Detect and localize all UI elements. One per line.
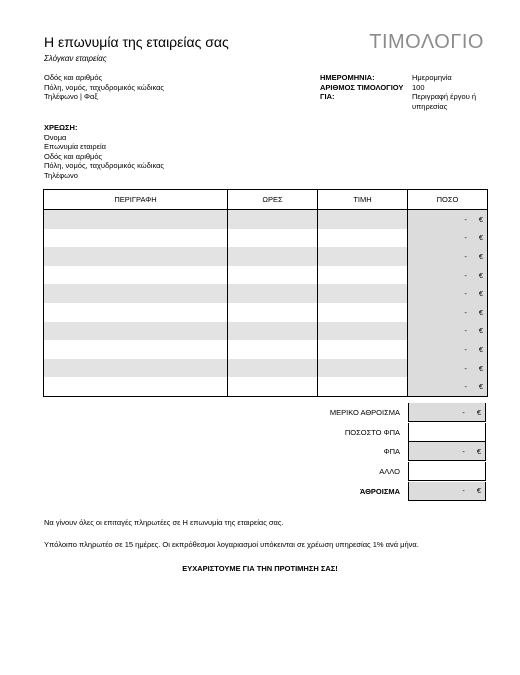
cell-amount: [408, 284, 488, 303]
thank-you-note: ΕΥΧΑΡΙΣΤΟΥΜΕ ΓΙΑ ΤΗΝ ΠΡΟΤΙΜΗΣΗ ΣΑΣ!: [182, 564, 338, 573]
amount-value: -: [464, 363, 467, 373]
cell-amount: [408, 266, 488, 285]
cell-desc[interactable]: [44, 284, 228, 303]
totals-row: [288, 442, 486, 462]
items-table: [43, 189, 488, 397]
for-value: [412, 92, 496, 111]
cell-amount: [408, 303, 488, 322]
amount-value: -: [464, 307, 467, 317]
currency-symbol: €: [478, 289, 483, 299]
cell-hours[interactable]: [228, 247, 318, 266]
currency-symbol: €: [476, 446, 481, 456]
currency-symbol: €: [478, 270, 483, 280]
totals-row: [288, 462, 486, 482]
bill-to-name: Όνομα: [44, 132, 67, 142]
cell-desc[interactable]: [44, 359, 228, 378]
header-hours: ΩΡΕΣ: [228, 190, 318, 210]
cell-rate[interactable]: [318, 303, 408, 322]
totals-block: [288, 403, 486, 501]
cell-amount: [408, 377, 488, 396]
for-label: ΓΙΑ:: [320, 92, 335, 101]
cell-rate[interactable]: [318, 377, 408, 396]
amount-value: -: [464, 270, 467, 280]
cell-desc[interactable]: [44, 303, 228, 322]
terms-note: Υπόλοιπο πληρωτέο σε 15 ημέρες. Οι εκπρόθεσμοι λογαριασμοί υπόκεινται σε χρέωση υπηρεσίας 1% ανά μήνα.: [44, 540, 419, 549]
cell-rate[interactable]: [318, 210, 408, 229]
cell-hours[interactable]: [228, 377, 318, 396]
amount-value: -: [464, 233, 467, 243]
table-row: [44, 284, 488, 303]
totals-label: ΆΘΡΟΙΣΜΑ: [359, 486, 400, 496]
cell-rate[interactable]: [318, 266, 408, 285]
cell-desc[interactable]: [44, 229, 228, 248]
cell-hours[interactable]: [228, 303, 318, 322]
cell-amount: [408, 210, 488, 229]
totals-row: [288, 423, 486, 443]
cell-hours[interactable]: [228, 284, 318, 303]
table-row: [44, 229, 488, 248]
sender-phone: Τηλέφωνο | Φαξ: [44, 92, 98, 101]
amount-value: -: [464, 214, 467, 224]
currency-symbol: €: [478, 382, 483, 392]
header-description: ΠΕΡΙΓΡΑΦΗ: [44, 190, 228, 210]
bill-to-label: ΧΡΕΩΣΗ:: [44, 123, 78, 132]
table-row: [44, 377, 488, 396]
currency-symbol: €: [478, 344, 483, 354]
cell-desc[interactable]: [44, 322, 228, 341]
currency-symbol: €: [478, 214, 483, 224]
table-row: [44, 303, 488, 322]
totals-amount: -: [462, 486, 465, 496]
invoice-meta: [320, 73, 496, 111]
invoice-title: ΤΙΜΟΛΟΓΙΟ: [369, 31, 484, 53]
date-label: ΗΜΕΡΟΜΗΝΙΑ:: [320, 73, 375, 82]
cell-desc[interactable]: [44, 266, 228, 285]
header-amount: ΠΟΣΟ: [408, 190, 488, 210]
bill-to-street: Οδός και αριθμός: [44, 151, 103, 161]
totals-label: ΦΠΑ: [383, 447, 400, 457]
totals-label: ΠΟΣΟΣΤΟ ΦΠΑ: [344, 427, 400, 437]
cell-amount: [408, 322, 488, 341]
totals-row: [288, 481, 486, 501]
currency-symbol: €: [478, 326, 483, 336]
cell-hours[interactable]: [228, 266, 318, 285]
cell-desc[interactable]: [44, 247, 228, 266]
table-row: [44, 247, 488, 266]
cell-hours[interactable]: [228, 322, 318, 341]
items-header-row: [44, 190, 488, 210]
cell-rate[interactable]: [318, 229, 408, 248]
table-row: [44, 340, 488, 359]
totals-amount: -: [462, 446, 465, 456]
currency-symbol: €: [478, 251, 483, 261]
cell-hours[interactable]: [228, 340, 318, 359]
cell-rate[interactable]: [318, 247, 408, 266]
invoice-number-label: ΑΡΙΘΜΟΣ ΤΙΜΟΛΟΓΙΟΥ: [320, 82, 404, 92]
totals-label: ΜΕΡΙΚΟ ΑΘΡΟΙΣΜΑ: [329, 408, 400, 418]
cell-rate[interactable]: [318, 359, 408, 378]
cell-rate[interactable]: [318, 322, 408, 341]
cell-desc[interactable]: [44, 340, 228, 359]
sender-city: Πόλη, νομός, ταχυδρομικός κώδικας: [44, 82, 165, 92]
header-rate: ΤΙΜΗ: [318, 190, 408, 210]
date-value: Ημερομηνία: [412, 73, 452, 82]
bill-to-city: Πόλη, νομός, ταχυδρομικός κώδικας: [44, 161, 165, 171]
invoice-number-value: 100: [412, 82, 425, 92]
sender-street: Οδός και αριθμός: [44, 73, 103, 82]
currency-symbol: €: [478, 363, 483, 373]
table-row: [44, 266, 488, 285]
company-slogan: Σλόγκαν εταιρείας: [44, 54, 107, 63]
payable-note: Να γίνουν όλες οι επιταγές πληρωτέες σε Η επωνυμία της εταιρείας σας.: [44, 518, 284, 527]
amount-value: -: [464, 251, 467, 261]
cell-desc[interactable]: [44, 210, 228, 229]
cell-hours[interactable]: [228, 210, 318, 229]
totals-value-box[interactable]: [408, 462, 486, 481]
cell-amount: [408, 229, 488, 248]
bill-to-company: Επωνυμία εταιρεία: [44, 142, 106, 152]
table-row: [44, 322, 488, 341]
cell-hours[interactable]: [228, 229, 318, 248]
cell-amount: [408, 340, 488, 359]
cell-rate[interactable]: [318, 340, 408, 359]
cell-rate[interactable]: [318, 284, 408, 303]
amount-value: -: [464, 344, 467, 354]
cell-desc[interactable]: [44, 377, 228, 396]
currency-symbol: €: [476, 486, 481, 496]
sender-address: [44, 73, 164, 102]
cell-amount: [408, 247, 488, 266]
totals-value-box: [408, 403, 486, 422]
table-row: [44, 359, 488, 378]
totals-amount: -: [462, 407, 465, 417]
amount-value: -: [464, 289, 467, 299]
amount-value: -: [464, 326, 467, 336]
for-value-line-1: Περιγραφή έργου ή: [412, 92, 477, 101]
cell-amount: [408, 359, 488, 378]
currency-symbol: €: [478, 307, 483, 317]
currency-symbol: €: [476, 407, 481, 417]
totals-row: [288, 403, 486, 423]
company-name: Η επωνυμία της εταιρείας σας: [44, 34, 229, 50]
table-row: [44, 210, 488, 229]
bill-to: [44, 123, 164, 181]
bill-to-phone: Τηλέφωνο: [44, 170, 78, 180]
totals-label: ΑΛΛΟ: [379, 467, 400, 477]
totals-value-box[interactable]: [408, 423, 486, 442]
totals-value-box: [408, 442, 486, 461]
currency-symbol: €: [478, 233, 483, 243]
cell-hours[interactable]: [228, 359, 318, 378]
for-value-line-2: υπηρεσίας: [412, 101, 448, 111]
totals-value-box: [408, 482, 486, 501]
amount-value: -: [464, 382, 467, 392]
